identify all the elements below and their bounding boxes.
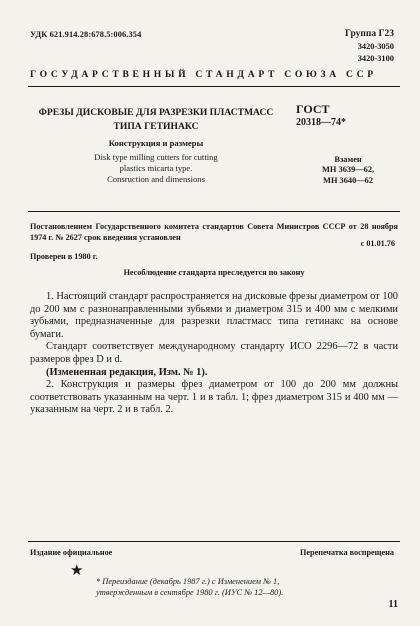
gost-label: ГОСТ (296, 102, 330, 116)
english-title-line-1: Disk type milling cutters for cutting (94, 152, 218, 162)
law-warning: Несоблюдение стандарта преследуется по закону (123, 268, 305, 277)
standard-body (30, 291, 398, 417)
page-number: 11 (388, 599, 398, 610)
replaces-item-1: МН 3639—62, (322, 165, 375, 175)
english-title (30, 152, 282, 186)
udk-code: УДК 621.914.28:678.5:006.354 (30, 30, 142, 39)
gost-number: 20318—74* (296, 117, 346, 128)
document-subtitle: Конструкция и размеры (108, 138, 204, 148)
group-codes (345, 28, 394, 66)
replaces-item-2: МН 3640—62 (323, 175, 374, 185)
checked-note: Проверен в 1980 г. (30, 252, 98, 261)
title-line-2: ТИПА ГЕТИНАКС (113, 120, 199, 132)
amendment-note: (Измененная редакция, Изм. № 1). (46, 366, 208, 378)
reissue-note-line-2: утвержденным в сентябре 1980 г. (ИУС № 12—80). (96, 588, 284, 597)
footer-rule (28, 541, 400, 542)
section-rule (28, 211, 400, 212)
header-rule (28, 86, 400, 87)
reprint-prohibited: Перепечатка воспрещена (300, 548, 394, 557)
english-title-line-2: plastics micarta type. (119, 163, 193, 174)
paragraph-1: 1. Настоящий стандарт распространяется на дисковые фрезы диаметром от 100 до 200 мм с разнонаправленными зубьями и диаметром 315 и 400 мм с мелкими зубьями, предназначенные для разрезки пластмасс типа гетинакс на основе бумаги. (30, 291, 398, 340)
official-edition: Издание официальное (30, 548, 113, 557)
title-line-1: ФРЕЗЫ ДИСКОВЫЕ ДЛЯ РАЗРЕЗКИ ПЛАСТМАСС (38, 107, 274, 118)
paragraph-2: 2. Конструкция и размеры фрез диаметром от 100 до 200 мм должны соответствовать указанным на черт. 1 и в табл. 1; фрез диаметром 315 и 400 мм — указанным на черт. 2 и в табл. 2. (30, 379, 398, 416)
reissue-note-line-1: * Переиздание (декабрь 1987 г.) с Изменением № 1, (96, 577, 280, 586)
okp-code-1: 3420-3050 (357, 41, 394, 51)
effective-date: с 01.01.76 (360, 239, 395, 248)
paragraph-iso: Стандарт соответствует международному стандарту ИСО 2296—72 в части размеров фрез D и d. (30, 341, 398, 365)
replaces-block (322, 155, 374, 186)
document-title (30, 106, 282, 133)
state-standard-heading: ГОСУДАРСТВЕННЫЙ СТАНДАРТ СОЮЗА ССР (30, 69, 377, 80)
replaces-label: Взамен (334, 155, 362, 164)
decree-text: Постановлением Государственного комитета стандартов Совета Министров СССР от 28 ноября 1974 г. № 2627 срок введения установлен (30, 222, 398, 243)
reissue-note (96, 576, 283, 598)
gost-block (296, 102, 346, 130)
okp-code-2: 3420-3100 (357, 54, 394, 63)
english-title-line-3: Consruction and dimensions (107, 174, 205, 185)
group-label: Группа Г23 (345, 29, 394, 39)
star-icon: ★ (70, 563, 84, 579)
